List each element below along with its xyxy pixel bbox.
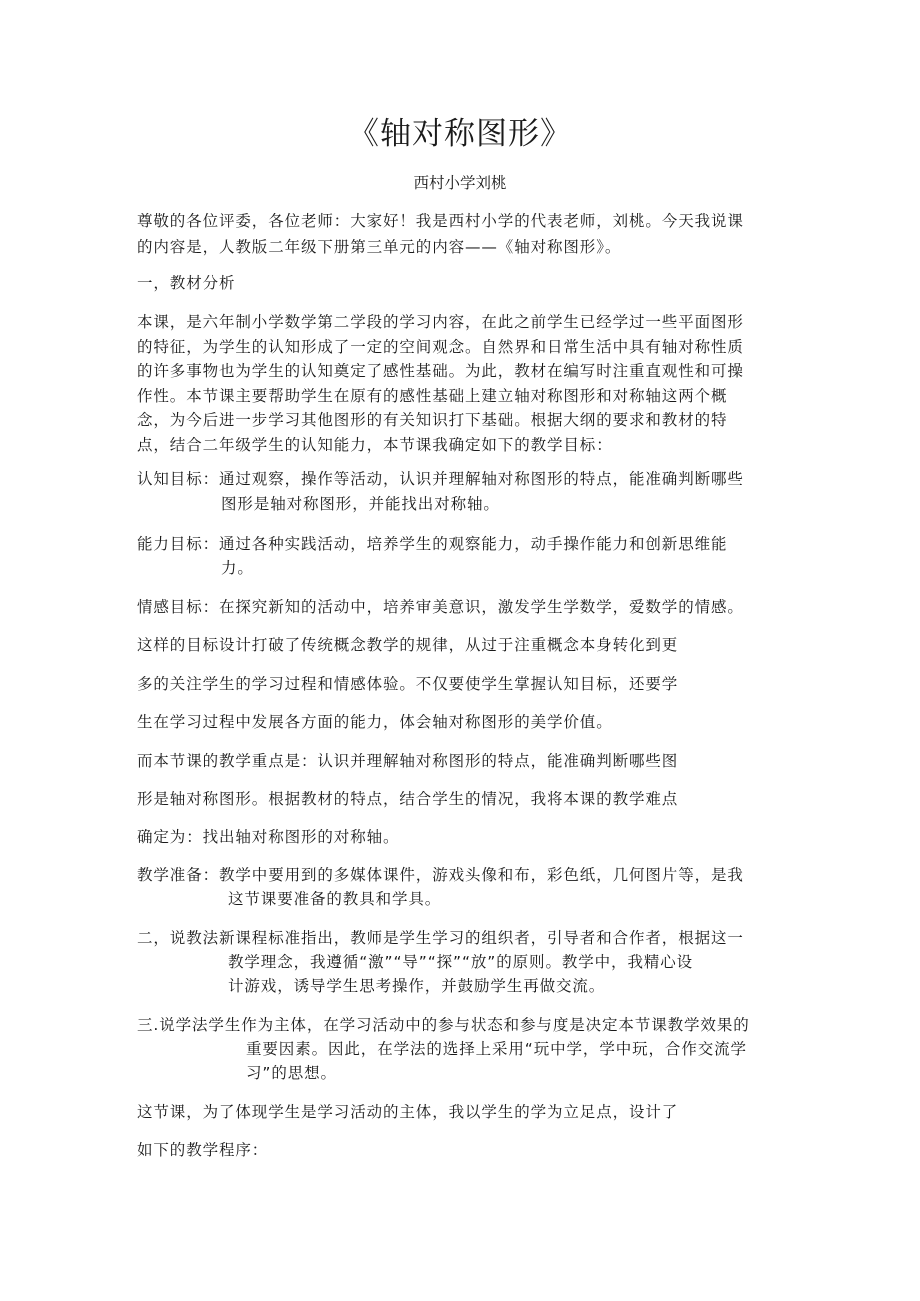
text-line: 教学准备：教学中要用到的多媒体课件，游戏头像和布，彩色纸，几何图片等，是我: [137, 866, 744, 884]
goal-emotion: 情感目标：在探究新知的活动中，培养审美意识，激发学生学数学，爱数学的情感。: [137, 598, 744, 616]
text-line: 作性。本节课主要帮助学生在原有的感性基础上建立轴对称图形和对称轴这两个概: [137, 387, 728, 405]
text-line: 这样的目标设计打破了传统概念教学的规律，从过于注重概念本身转化到更: [137, 636, 679, 654]
text-line: 认知目标：通过观察，操作等活动，认识并理解轴对称图形的特点，能准确判断哪些: [137, 470, 744, 488]
text-line: 的许多事物也为学生的认知奠定了感性基础。为此，教材在编写时注重直观性和可操: [137, 362, 744, 380]
text-line: 念，为今后进一步学习其他图形的有关知识打下基础。根据大纲的要求和教材的特: [137, 411, 728, 429]
author-line: 西村小学刘桃: [413, 174, 507, 192]
text-line: 习”的思想。: [246, 1064, 337, 1082]
text-line: 图形是轴对称图形，并能找出对称轴。: [221, 495, 500, 513]
text-line: 形是轴对称图形。根据教材的特点，结合学生的情况，我将本课的教学难点: [137, 790, 679, 808]
document-title: 《轴对称图形》: [348, 116, 572, 152]
text-line: 能力目标：通过各种实践活动，培养学生的观察能力，动手操作能力和创新思维能: [137, 535, 728, 553]
text-line: 生在学习过程中发展各方面的能力，体会轴对称图形的美学价值。: [137, 713, 613, 731]
text-line: 多的关注学生的学习过程和情感体验。不仅要使学生掌握认知目标，还要学: [137, 675, 679, 693]
text-line: 重要因素。因此，在学法的选择上采用“玩中学，学中玩，合作交流学: [246, 1040, 747, 1058]
text-line: 这节课要准备的教具和学具。: [228, 890, 442, 908]
text-line: 三.说学法学生作为主体，在学习活动中的参与状态和参与度是决定本节课教学效果的: [137, 1016, 750, 1034]
text-line: 这节课，为了体现学生是学习活动的主体，我以学生的学为立足点，设计了: [137, 1103, 679, 1121]
text-line: 的特征，为学生的认知形成了一定的空间观念。自然界和日常生活中具有轴对称性质: [137, 338, 744, 356]
text-line: 如下的教学程序：: [137, 1141, 269, 1159]
text-line: 的内容是，人教版二年级下册第三单元的内容——《轴对称图形》。: [137, 238, 622, 256]
text-line: 教学理念，我遵循“激”“导”“探”“放”的原则。教学中，我精心设: [228, 953, 694, 971]
text-line: 确定为：找出轴对称图形的对称轴。: [137, 828, 400, 846]
section-heading: 一，教材分析: [137, 274, 236, 292]
text-line: 计游戏，诱导学生思考操作，并鼓励学生再做交流。: [228, 977, 606, 995]
text-line: 力。: [221, 559, 254, 577]
text-line: 尊敬的各位评委，各位老师：大家好！我是西村小学的代表老师，刘桃。今天我说课: [137, 212, 744, 230]
text-line: 点，结合二年级学生的认知能力，本节课我确定如下的教学目标：: [137, 436, 613, 454]
text-line: 二，说教法新课程标准指出，教师是学生学习的组织者，引导者和合作者，根据这一: [137, 929, 744, 947]
text-line: 本课，是六年制小学数学第二学段的学习内容，在此之前学生已经学过一些平面图形: [137, 313, 744, 331]
text-line: 而本节课的教学重点是：认识并理解轴对称图形的特点，能准确判断哪些图: [137, 752, 679, 770]
